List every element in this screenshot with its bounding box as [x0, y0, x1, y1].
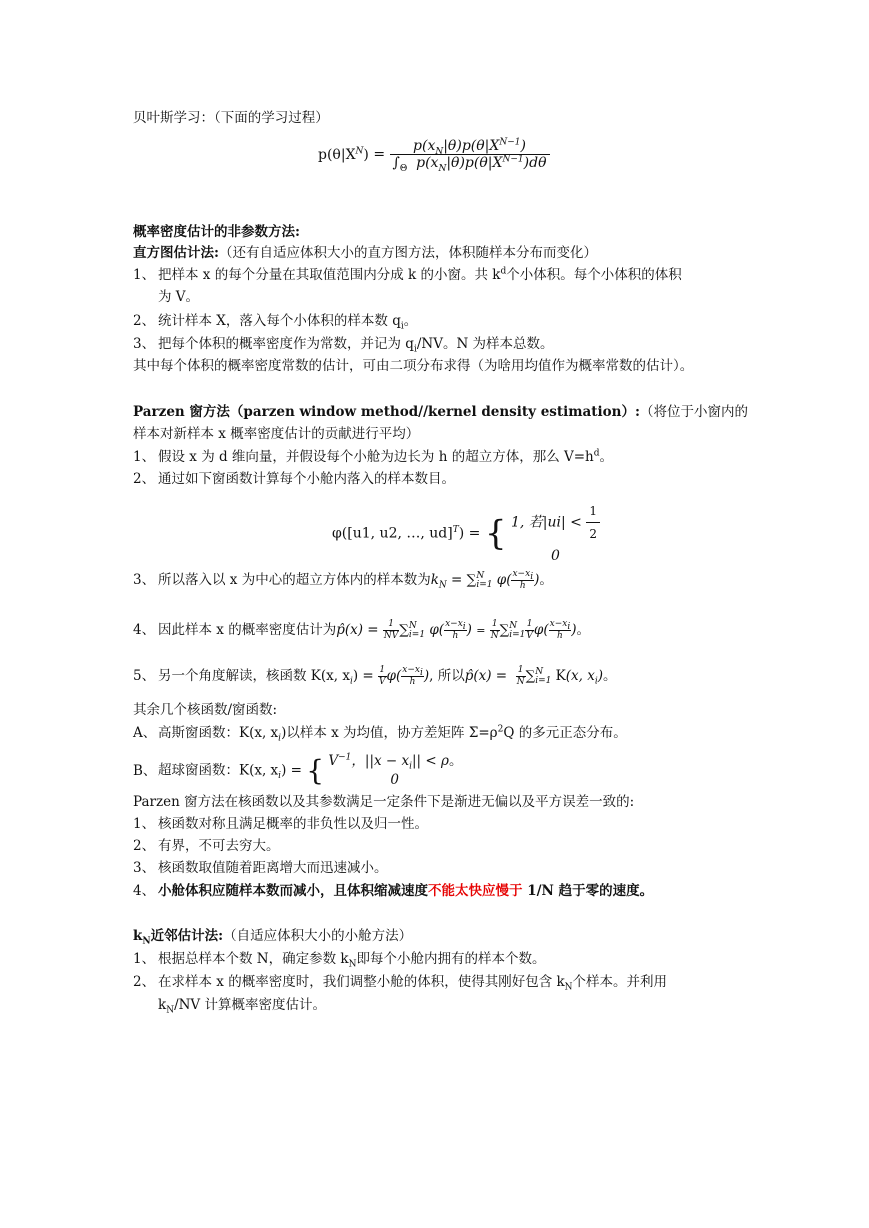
- bayes-numerator: $p(x_N|\theta)p(\theta|X^{N-1})$: [390, 138, 550, 155]
- condition-3: 3、 核函数取值随着距离增大而迅速减小。: [133, 860, 388, 876]
- condition-2: 2、 有界，不可去穷大。: [133, 838, 280, 854]
- parzen-item-2: 2、 通过如下窗函数计算每个小舱内落入的样本数目。: [133, 471, 455, 487]
- bayes-lhs: $p(\theta|X^N)$: [318, 145, 369, 163]
- hist-note: 其中每个体积的概率密度常数的估计，可由二项分布求得（为啥用均值作为概率常数的估计）。: [133, 358, 694, 374]
- hist-item-2: 2、 统计样本 X，落入每个小体积的样本数 $q_i$。: [133, 313, 418, 332]
- knn-heading: $k_N$近邻估计法:（自适应体积大小的小舱方法）: [133, 928, 413, 947]
- kernel-a: A、 高斯窗函数：K(x, $x_i$)以样本 x 为均值，协方差矩阵 $\Sigma=\rho^2Q$ 的多元正态分布。: [133, 724, 627, 744]
- conditions-title: Parzen 窗方法在核函数以及其参数满足一定条件下是渐进无偏以及平方误差一致的:: [133, 794, 635, 810]
- bayes-title: 贝叶斯学习：（下面的学习过程）: [133, 110, 329, 126]
- window-function-equation: φ([u1, u2, …, ud]$^T$) = { 1, 若|ui| < $\frac{1}{2}$ 0: [332, 500, 600, 567]
- parzen-item-5: 5、 另一个角度解读，核函数 K(x, $x_i$) = $\frac{1}{V}$ φ( $\frac{x-x_i}{h}$ ), 所以p̂(x) = $\frac{1}{N}$ ∑ N i=1 K(x, $x_i$)。: [133, 665, 617, 687]
- parzen-item-1: 1、 假设 x 为 d 维向量，并假设每个小舱为边长为 h 的超立方体，那么 $V=h^d$。: [133, 448, 614, 465]
- kernel-b-brace: {: [306, 754, 325, 787]
- kernel-b: B、 超球窗函数：K(x, $x_i$) = { $V^{-1}$，$||x - x_i|| < \rho$。 0: [133, 752, 463, 788]
- hist-item-1-cont: 为 V。: [158, 289, 200, 305]
- bayes-denominator: $\int_\Theta$ $p(x_N|\theta)p(\theta|X^{N-1})d\theta$: [392, 154, 547, 174]
- kernels-title: 其余几个核函数/窗函数:: [133, 702, 278, 718]
- nonparam-title: 概率密度估计的非参数方法:: [133, 224, 300, 240]
- left-brace: {: [484, 513, 507, 554]
- kn-formula: $k_N$ = ∑ N i=1 φ( $\frac{x-x_i}{h}$ ): [430, 569, 540, 591]
- hist-item-1: 1、 把样本 x 的每个分量在其取值范围内分成 k 的小窗。共 $k^d$个小体积。每个小体积的体积: [133, 266, 682, 283]
- condition-4: 4、 小舱体积应随样本数而减小，且体积缩减速度不能太快应慢于 1/N 趋于零的速度。: [133, 883, 654, 899]
- kernel-density-formula: p̂(x) = $\frac{1}{N}$ ∑ N i=1 K(x, $x_i$): [464, 665, 604, 687]
- hist-item-3: 3、 把每个体积的概率密度作为常数，并记为 $q_i/NV$。N 为样本总数。: [133, 336, 554, 355]
- condition-1: 1、 核函数对称且满足概率的非负性以及归一性。: [133, 816, 428, 832]
- window-cases: 1, 若|ui| < $\frac{1}{2}$ 0: [511, 500, 600, 567]
- bayes-fraction: [390, 137, 550, 174]
- hist-heading: 直方图估计法:（还有自适应体积大小的直方图方法，体积随样本分布而变化）: [133, 245, 597, 261]
- parzen-item-4: 4、 因此样本 x 的概率密度估计为p̂(x) = $\frac{1}{NV}$ ∑ N i=1 φ( $\frac{x-x_i}{h}$ ) = $\frac{1}{N}$ ∑ N i=1 $\frac{1}{V}$ φ( $\frac{x-x_i}{h}$ )。: [133, 619, 591, 641]
- parzen-heading-cont: 样本对新样本 x 概率密度估计的贡献进行平均）: [133, 426, 420, 442]
- parzen-heading: Parzen 窗方法（parzen window method//kernel density estimation）:（将位于小窗内的: [133, 404, 748, 420]
- condition-4-highlight: 不能太快应慢于: [428, 883, 523, 899]
- density-estimate-formula: p̂(x) = $\frac{1}{NV}$ ∑ N i=1 φ( $\frac{x-x_i}{h}$ ) = $\frac{1}{N}$ ∑ N i=1 $\frac{1}{V}$ φ( $\frac{x-x_i}{h}$ ): [336, 619, 577, 641]
- parzen-item-3: 3、 所以落入以 x 为中心的超立方体内的样本数为$k_N$ = ∑ N i=1 φ( $\frac{x-x_i}{h}$ )。: [133, 569, 553, 591]
- kernel-formula: $\frac{1}{V}$ φ( $\frac{x-x_i}{h}$ ): [379, 665, 430, 687]
- kernel-b-cases: $V^{-1}$，$||x - x_i|| < \rho$。 0: [328, 752, 463, 788]
- knn-item-1: 1、 根据总样本个数 N，确定参数 $k_N$即每个小舱内拥有的样本个数。: [133, 951, 546, 970]
- knn-item-2-cont: $k_N/NV$ 计算概率密度估计。: [158, 997, 326, 1016]
- knn-item-2: 2、 在求样本 x 的概率密度时，我们调整小舱的体积，使得其刚好包含 $k_N$个样本。并利用: [133, 974, 668, 993]
- bayes-equation: $p(\theta|X^N)$ = $\frac{p(x_N|\theta)p(\theta|X^{N-1})}{\int_\Theta p(x_N|\theta)p(\theta|X^{N-1})d\theta}$: [318, 138, 550, 171]
